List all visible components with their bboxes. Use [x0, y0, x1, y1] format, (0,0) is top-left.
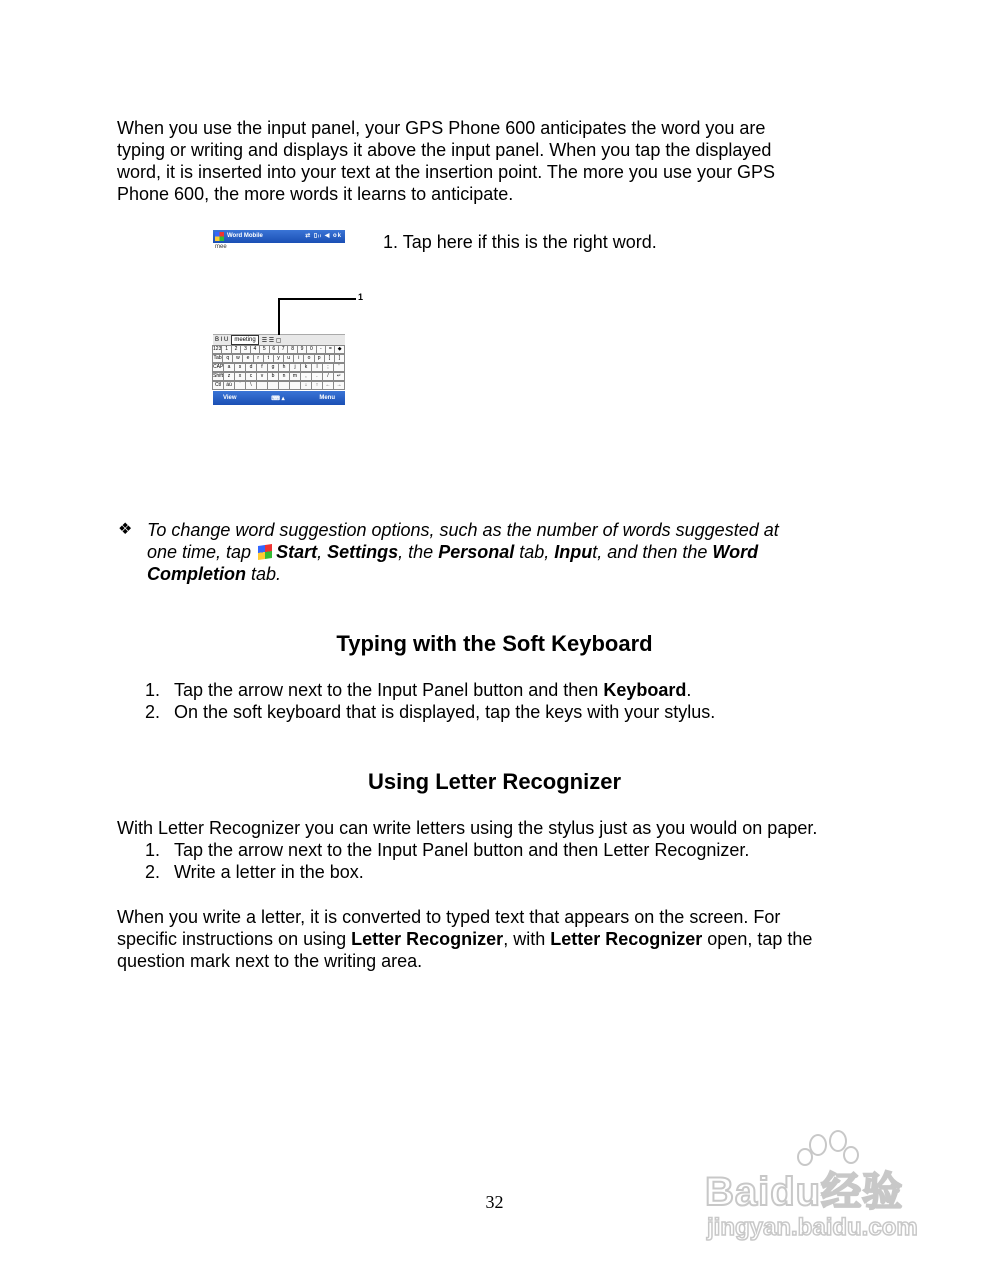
keyboard-key: 7 — [278, 345, 288, 354]
tip-fragment: tab. — [251, 564, 282, 584]
input-toolbar — [213, 334, 345, 345]
keyboard-key: / — [322, 372, 334, 381]
keyboard-key: a — [223, 363, 235, 372]
keyboard-key: 8 — [287, 345, 297, 354]
watermark-logo-text: Baidu经验 — [705, 1170, 904, 1214]
device-title-bar — [213, 230, 345, 243]
word-label: Word — [712, 542, 759, 562]
keyboard-key: ] — [334, 354, 345, 363]
intro-line: typing or writing and displays it above the input panel. When you tap the displayed — [117, 140, 772, 160]
soft-keyboard — [213, 345, 345, 391]
list-buttons: ☰ ☰ ▢ — [261, 337, 282, 344]
tip-line: To change word suggestion options, such as the number of words suggested at — [147, 520, 779, 540]
keyboard-key: u — [283, 354, 294, 363]
paragraph-line — [117, 928, 917, 950]
list-item — [145, 679, 715, 701]
keyboard-key: áü — [223, 381, 235, 390]
keyboard-key: [ — [324, 354, 335, 363]
keyboard-key: = — [325, 345, 335, 354]
soft-keyboard-steps — [145, 679, 715, 723]
completion-label: Completion — [147, 564, 246, 584]
keyboard-row — [213, 381, 345, 390]
settings-label: Settings — [327, 542, 399, 562]
keyboard-key: i — [293, 354, 304, 363]
list-number: 2. — [145, 862, 161, 882]
letter-recognizer-paragraph — [117, 906, 917, 972]
keyboard-key: 1 — [221, 345, 231, 354]
list-item — [145, 839, 749, 861]
menu-softkey: Menu — [319, 395, 335, 401]
keyboard-key: - — [316, 345, 326, 354]
keyboard-key: ' — [333, 363, 345, 372]
keyboard-key: ; — [322, 363, 334, 372]
keyboard-key: n — [278, 372, 290, 381]
keyboard-row — [213, 354, 345, 363]
letter-recognizer-intro: With Letter Recognizer you can write letters using the stylus just as you would on paper. — [117, 818, 818, 838]
personal-label: Personal — [438, 542, 515, 562]
list-text: On the soft keyboard that is displayed, tap the keys with your stylus. — [174, 702, 716, 722]
keyboard-key: → — [333, 381, 345, 390]
view-softkey: View — [223, 395, 237, 401]
status-icons: ⇄ ▯ᵢₗ ◀ ok — [305, 233, 342, 239]
keyboard-key: ↵ — [333, 372, 345, 381]
keyboard-key: f — [256, 363, 268, 372]
letter-recognizer-label: Letter Recognizer — [550, 929, 703, 949]
intro-line: word, it is inserted into your text at the insertion point. The more you use your GPS — [117, 162, 775, 182]
keyboard-key: l — [311, 363, 323, 372]
keyboard-key: v — [256, 372, 268, 381]
intro-paragraph — [117, 117, 877, 205]
tip-fragment: one time, tap — [147, 542, 252, 562]
keyboard-key: . — [311, 372, 323, 381]
keyboard-row — [213, 363, 345, 372]
figure-caption: 1. Tap here if this is the right word. — [383, 232, 657, 252]
keyboard-key: j — [289, 363, 301, 372]
keyboard-key: 5 — [259, 345, 269, 354]
list-text: Tap the arrow next to the Input Panel button and then — [174, 680, 599, 700]
intro-line: When you use the input panel, your GPS Phone 600 anticipates the word you are — [117, 118, 766, 138]
baidu-watermark — [705, 1130, 935, 1250]
keyboard-key: c — [245, 372, 257, 381]
letter-recognizer-steps — [145, 839, 749, 883]
word-suggestion: meeting — [231, 335, 258, 345]
keyboard-key: ← — [322, 381, 334, 390]
keyboard-key: h — [278, 363, 290, 372]
windows-flag-icon — [215, 232, 224, 241]
keyboard-key: r — [253, 354, 264, 363]
device-menu-bar — [213, 391, 345, 405]
keyboard-key: \ — [245, 381, 257, 390]
keyboard-key: p — [314, 354, 325, 363]
start-flag-icon — [258, 544, 272, 560]
keyboard-key: 123 — [213, 346, 222, 352]
keyboard-key: 6 — [269, 345, 279, 354]
tip-fragment: t, and then the — [592, 542, 708, 562]
section-heading-letter-recognizer: Using Letter Recognizer — [367, 769, 622, 794]
keyboard-key: Tab — [213, 355, 222, 361]
keyboard-key: z — [223, 372, 235, 381]
keyboard-key: Ctl — [212, 381, 224, 390]
keyboard-row — [213, 372, 345, 381]
tip-fragment: tab, — [519, 542, 550, 562]
keyboard-key: t — [263, 354, 274, 363]
bullet-icon: ❖ — [118, 521, 133, 538]
section-heading-soft-keyboard: Typing with the Soft Keyboard — [336, 631, 653, 656]
list-text: Tap the arrow next to the Input Panel button and then Letter Recognizer. — [174, 840, 750, 860]
paragraph-fragment: specific instructions on using — [117, 929, 347, 949]
keyboard-key: CAP — [213, 364, 224, 370]
keyboard-key: Shift — [213, 373, 224, 379]
keyboard-key: ◆ — [334, 345, 344, 354]
tip-fragment: , the — [398, 542, 434, 562]
format-buttons: B I U — [215, 337, 229, 343]
keyboard-key: 3 — [240, 345, 250, 354]
start-label: Start — [276, 542, 318, 562]
paragraph-line: When you write a letter, it is converted to typed text that appears on the screen. For — [117, 907, 781, 927]
keyboard-key: ` — [234, 381, 246, 390]
list-number: 1. — [145, 840, 161, 860]
keyboard-key: g — [267, 363, 279, 372]
keyboard-key: m — [289, 372, 301, 381]
keyboard-key: 0 — [306, 345, 316, 354]
keyboard-key: 4 — [250, 345, 260, 354]
callout-line — [278, 298, 356, 300]
callout-number: 1 — [358, 292, 364, 302]
keyboard-key: o — [303, 354, 314, 363]
tip-fragment: , — [317, 542, 323, 562]
keyboard-key: ↑ — [311, 381, 323, 390]
keyboard-key: q — [222, 354, 233, 363]
device-app-title: Word Mobile — [227, 233, 263, 239]
list-item — [145, 701, 715, 723]
tip-text — [147, 519, 867, 585]
paragraph-fragment: open, tap the — [707, 929, 813, 949]
callout-line — [278, 298, 280, 335]
list-number: 2. — [145, 702, 161, 722]
keyboard-label: Keyboard — [603, 680, 687, 700]
keyboard-key: y — [273, 354, 284, 363]
input-label: Inpu — [554, 542, 593, 562]
keyboard-key: 2 — [231, 345, 241, 354]
keyboard-key: e — [242, 354, 253, 363]
keyboard-key: , — [300, 372, 312, 381]
input-panel-icon: ⌨ ▴ — [271, 395, 285, 402]
list-number: 1. — [145, 680, 161, 700]
list-item — [145, 861, 749, 883]
keyboard-key: s — [234, 363, 246, 372]
keyboard-key: b — [267, 372, 279, 381]
paragraph-fragment: , with — [503, 929, 546, 949]
keyboard-key: k — [300, 363, 312, 372]
keyboard-key: 9 — [297, 345, 307, 354]
keyboard-row — [213, 345, 345, 354]
tip-line — [147, 541, 867, 563]
keyboard-key: w — [232, 354, 243, 363]
keyboard-key: ↓ — [300, 381, 312, 390]
keyboard-key: d — [245, 363, 257, 372]
keyboard-key: x — [234, 372, 246, 381]
intro-line: Phone 600, the more words it learns to anticipate. — [117, 184, 514, 204]
typed-word: mee — [215, 244, 227, 250]
list-text: . — [686, 680, 692, 700]
letter-recognizer-label: Letter Recognizer — [351, 929, 504, 949]
tip-line — [147, 563, 867, 585]
page-number: 32 — [485, 1192, 504, 1212]
watermark-url: jingyan.baidu.com — [707, 1214, 918, 1241]
paragraph-line: question mark next to the writing area. — [117, 951, 423, 971]
list-text: Write a letter in the box. — [174, 862, 364, 882]
